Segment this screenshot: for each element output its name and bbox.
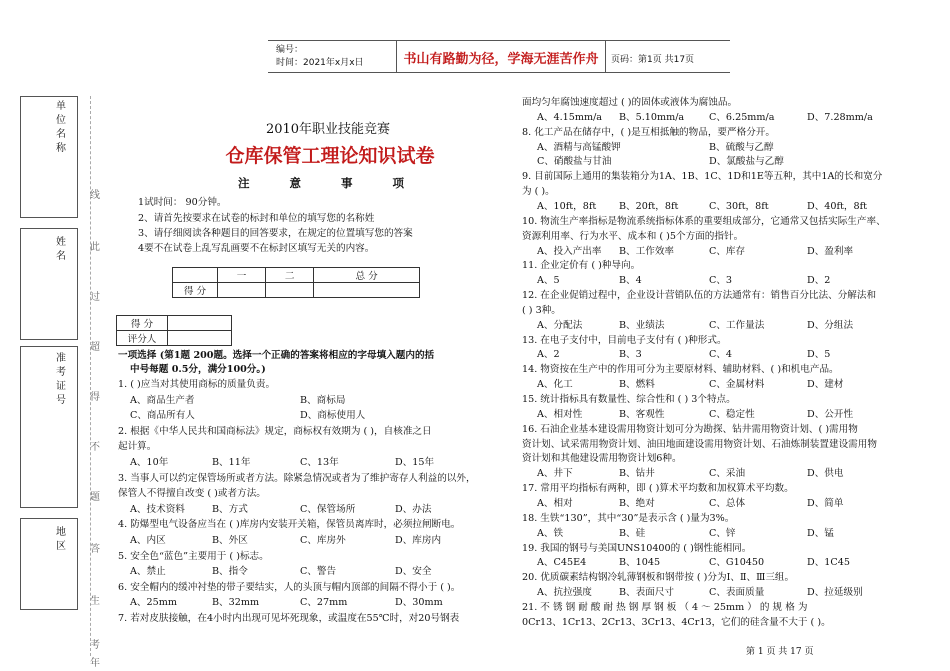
option-d: D、盈利率 — [807, 245, 854, 257]
binding-label-unit: 单位名称 — [56, 101, 66, 154]
option-a: A、投入产出率 — [537, 245, 602, 257]
option-b: B、钻井 — [619, 468, 655, 480]
question-text: 16. 石油企业基本建设需用物资计划可分为勘探、钻井需用物资计划、( )需用物 — [522, 423, 858, 435]
option-a: A、化工 — [537, 379, 573, 391]
option-c: C、商品所有人 — [130, 410, 195, 422]
option-a: A、井下 — [537, 468, 573, 480]
option-b: B、方式 — [212, 503, 248, 515]
notice-item: 3、请仔细阅读各种题目的回答要求，在规定的位置填写您的答案 — [138, 228, 413, 239]
option-c: C、采油 — [709, 468, 746, 480]
doc-time-label: 时间：2021年x月x日 — [276, 58, 364, 68]
seal-char: 超 — [90, 342, 100, 353]
option-a: A、4.15mm/a — [537, 111, 603, 123]
option-a: A、抗拉强度 — [537, 587, 592, 599]
option-c: C、锌 — [709, 527, 736, 539]
section-heading: 一项选择 (第1题 200题。选择一个正确的答案将相应的字母填入题内的括 — [118, 350, 435, 361]
notice-item: 2、请首先按要求在试卷的标封和单位的填写您的名称姓 — [138, 213, 375, 224]
question-text: 17. 常用平均指标有两种，即 ( )算术平均数和加权算术平均数。 — [522, 483, 794, 495]
question-text-cont: 资计划、试采需用物资计划、油田地面建设需用物资计划、石油炼制装置建设需用物 — [522, 438, 877, 450]
option-d: D、安全 — [395, 566, 432, 578]
score-cell[interactable] — [266, 283, 314, 298]
option-a: A、10ft，8ft — [537, 200, 597, 212]
question-text: 10. 物流生产率指标是物流系统指标体系的重要组成部分，它通常又包括实际生产率、 — [522, 215, 886, 227]
question-text-cont: 资源利用率、行为水平、成本和 ( )5个方面的指针。 — [522, 230, 744, 242]
question-text: 15. 统计指标具有数量性、综合性和 ( ) 3个特点。 — [522, 394, 736, 405]
option-a: A、相对 — [537, 497, 573, 509]
seal-char: 得 — [90, 392, 100, 403]
option-d: D、2 — [807, 275, 831, 287]
binding-box-region — [20, 518, 78, 610]
score-row-label: 得 分 — [173, 283, 218, 298]
option-a: A、酒精与高锰酸钾 — [537, 141, 621, 153]
option-d: D、5 — [807, 349, 831, 361]
seal-char: 考 — [90, 640, 100, 651]
question-text-cont: 保管人不得擅自改变 ( )或者方法。 — [118, 488, 266, 500]
option-d: D、7.28mm/a — [807, 111, 873, 123]
option-c: C、金属材料 — [709, 379, 765, 391]
header-motto: 书山有路勤为径，学海无涯苦作舟 — [403, 52, 599, 67]
option-d: D、锰 — [807, 527, 834, 539]
option-d: D、40ft，8ft — [807, 200, 868, 212]
grader-name-cell[interactable] — [168, 331, 232, 346]
option-c: C、总体 — [709, 497, 746, 509]
option-c: C、保管场所 — [300, 503, 356, 515]
option-d: D、分组法 — [807, 319, 854, 331]
question-text: 3. 当事人可以约定保管场所或者方法。除紧急情况或者为了维护寄存人利益的以外， — [118, 472, 476, 484]
binding-label-name: 姓名 — [56, 237, 66, 262]
question-text-cont: 为 ( )。 — [522, 186, 555, 198]
exam-title: 仓库保管工理论知识试卷 — [225, 145, 435, 167]
option-c: C、27mm — [300, 597, 348, 609]
binding-label-examid: 准考证号 — [56, 353, 66, 406]
score-table — [172, 267, 420, 298]
question-text: 面均匀年腐蚀速度超过 ( )的固体或液体为腐蚀品。 — [522, 97, 738, 108]
option-a: A、10年 — [130, 457, 169, 468]
page-info: 页码：第1页 共17页 — [611, 55, 695, 65]
question-text-cont: ( ) 3种。 — [522, 304, 561, 316]
question-text-cont: 资计划和其他建设需用物资计划6种。 — [522, 453, 682, 465]
seal-char: 不 — [90, 442, 100, 453]
page-footer: 第 1 页 共 17 页 — [746, 647, 814, 657]
notice-item: 4要不在试卷上乱写乱画要不在标封区填写无关的内容。 — [138, 243, 375, 254]
option-b: B、硫酸与乙醇 — [709, 141, 774, 153]
score-cell[interactable] — [218, 283, 266, 298]
question-text: 2. 根据《中华人民共和国商标法》规定，商标权有效期为 ( )，自核准之日 — [118, 425, 432, 437]
seal-char: 生 — [90, 596, 100, 607]
option-c: C、G10450 — [709, 557, 765, 569]
seal-line — [90, 96, 91, 656]
option-b: B、业绩法 — [619, 319, 665, 331]
option-b: B、工作效率 — [619, 245, 675, 257]
grader-name-label: 评分人 — [117, 331, 168, 346]
question-text: 14. 物资按在生产中的作用可分为主要原材料、辅助材料、( )和机电产品。 — [522, 364, 839, 376]
seal-char: 答 — [90, 544, 100, 555]
option-c: C、30ft，8ft — [709, 200, 769, 212]
option-d: D、商标使用人 — [300, 410, 366, 422]
seal-char: 题 — [90, 492, 100, 503]
option-c: C、3 — [709, 275, 733, 287]
option-c: C、工作量法 — [709, 319, 765, 331]
grader-score-cell[interactable] — [168, 316, 232, 331]
option-a: A、5 — [537, 275, 560, 287]
option-d: D、氯酸盐与乙醇 — [709, 156, 784, 168]
option-a: A、禁止 — [130, 566, 166, 578]
question-text: 11. 企业定价有 ( )种导向。 — [522, 260, 641, 272]
option-b: B、燃料 — [619, 379, 655, 391]
question-text: 18. 生铁“130”，其中“30”是表示含 ( )量为3%。 — [522, 512, 735, 524]
question-text: 7. 若对皮肤接触，在4小时内出现可见坏死现象，或温度在55℃时，对20号钢表 — [118, 613, 460, 624]
question-text-cont: 起计算。 — [118, 441, 157, 453]
option-b: B、表面尺寸 — [619, 587, 675, 599]
notice-item: 1试时间： 90分钟。 — [138, 197, 227, 208]
binding-label-region: 地区 — [56, 527, 66, 552]
option-d: D、1C45 — [807, 557, 850, 569]
grader-table — [116, 315, 232, 346]
option-c: C、4 — [709, 349, 733, 361]
question-text: 1. ( )应当对其使用商标的质量负责。 — [118, 379, 276, 390]
option-d: D、简单 — [807, 497, 844, 509]
option-b: B、硅 — [619, 527, 646, 539]
option-b: B、20ft，8ft — [619, 200, 679, 212]
binding-box-name — [20, 228, 78, 340]
grader-score-label: 得 分 — [117, 316, 168, 331]
competition-title: 2010年职业技能竞赛 — [265, 122, 391, 137]
question-text-cont: 0Cr13、1Cr13、2Cr13、3Cr13、4Cr13，它们的硅含量不大于 ( )。 — [522, 616, 831, 628]
option-d: D、公开性 — [807, 408, 854, 420]
option-b: B、外区 — [212, 535, 248, 546]
notice-heading: 注 意 事 项 — [237, 176, 422, 190]
option-d: D、供电 — [807, 468, 844, 480]
option-c: C、硝酸盐与甘油 — [537, 156, 612, 168]
option-a: A、技术资料 — [130, 503, 185, 515]
score-col-2: 二 — [266, 268, 314, 283]
question-text: 9. 目前国际上通用的集装箱分为1A、1B、1C、1D和1E等五种，其中1A的长和宽分 — [522, 171, 883, 183]
question-text: 4. 防爆型电气设备应当在 ( )库房内安装开关箱，保管员离库时，必须拉闸断电。 — [118, 519, 461, 531]
option-a: A、相对性 — [537, 408, 583, 420]
option-b: B、客观性 — [619, 408, 665, 420]
seal-char: 过 — [90, 292, 100, 303]
option-a: A、25mm — [130, 597, 177, 609]
option-b: B、4 — [619, 275, 642, 287]
score-cell[interactable] — [314, 283, 420, 298]
header-top-rule — [268, 40, 730, 41]
seal-char: 线 — [90, 190, 100, 201]
option-b: B、指令 — [212, 566, 248, 578]
binding-box-examid — [20, 346, 78, 508]
question-text: 19. 我国的钢号与美国UNS10400的 ( )钢性能相同。 — [522, 542, 752, 554]
option-c: C、13年 — [300, 457, 339, 468]
option-d: D、建材 — [807, 379, 844, 391]
option-c: C、库存 — [709, 245, 746, 257]
question-text: 12. 在企业促销过程中，企业设计营销队伍的方法通常有：销售百分比法、分解法和 — [522, 290, 877, 302]
question-text: 5. 安全色“蓝色”主要用于 ( )标志。 — [118, 550, 269, 562]
option-d: D、库房内 — [395, 535, 442, 546]
option-c: C、警告 — [300, 566, 337, 578]
option-d: D、办法 — [395, 503, 432, 515]
option-b: B、32mm — [212, 597, 260, 609]
option-c: C、表面质量 — [709, 587, 765, 599]
question-text: 8. 化工产品在储存中，( )是互相抵触的物品，要严格分开。 — [522, 126, 775, 138]
question-text: 20. 优质碳素结构钢冷轧薄钢板和钢带按 ( )分为Ⅰ、Ⅱ、Ⅲ三组。 — [522, 572, 795, 584]
question-text: 6. 安全帽内的缓冲衬垫的带子要结实，人的头顶与帽内顶部的间隔不得小于 ( )。 — [118, 581, 461, 593]
option-b: B、1045 — [619, 557, 661, 569]
score-col-1: 一 — [218, 268, 266, 283]
seal-char: 此 — [90, 242, 100, 253]
option-b: B、绝对 — [619, 497, 655, 509]
section-heading-cont: 中号每题 0.5分，满分100分。) — [130, 364, 266, 375]
option-a: A、商品生产者 — [130, 394, 195, 406]
option-a: A、内区 — [130, 535, 166, 546]
option-c: C、6.25mm/a — [709, 111, 775, 123]
score-col-total: 总 分 — [314, 268, 420, 283]
option-a: A、2 — [537, 349, 560, 361]
option-c: C、稳定性 — [709, 408, 755, 420]
binding-box-unit — [20, 96, 78, 218]
option-d: D、30mm — [395, 597, 443, 609]
option-b: B、5.10mm/a — [619, 111, 685, 123]
seal-char: 年 — [90, 658, 100, 669]
question-text: 21. 不 锈 钢 耐 酸 耐 热 钢 厚 钢 板 （ 4 ～ 25mm ） 的 规 格 为 — [522, 601, 808, 613]
option-a: A、C45E4 — [537, 557, 587, 569]
header-divider — [605, 40, 606, 72]
option-d: D、15年 — [395, 457, 435, 468]
option-b: B、11年 — [212, 457, 251, 468]
option-d: D、拉延级别 — [807, 587, 863, 599]
header-divider — [396, 40, 397, 72]
option-a: A、分配法 — [537, 319, 583, 331]
header-bottom-rule — [268, 72, 730, 73]
doc-number-label: 编号： — [276, 45, 304, 55]
question-text: 13. 在电子支付中，目前电子支付有 ( )种形式。 — [522, 334, 727, 346]
option-b: B、3 — [619, 349, 642, 361]
option-c: C、库房外 — [300, 535, 346, 546]
option-a: A、铁 — [537, 527, 564, 539]
option-b: B、商标局 — [300, 394, 346, 406]
